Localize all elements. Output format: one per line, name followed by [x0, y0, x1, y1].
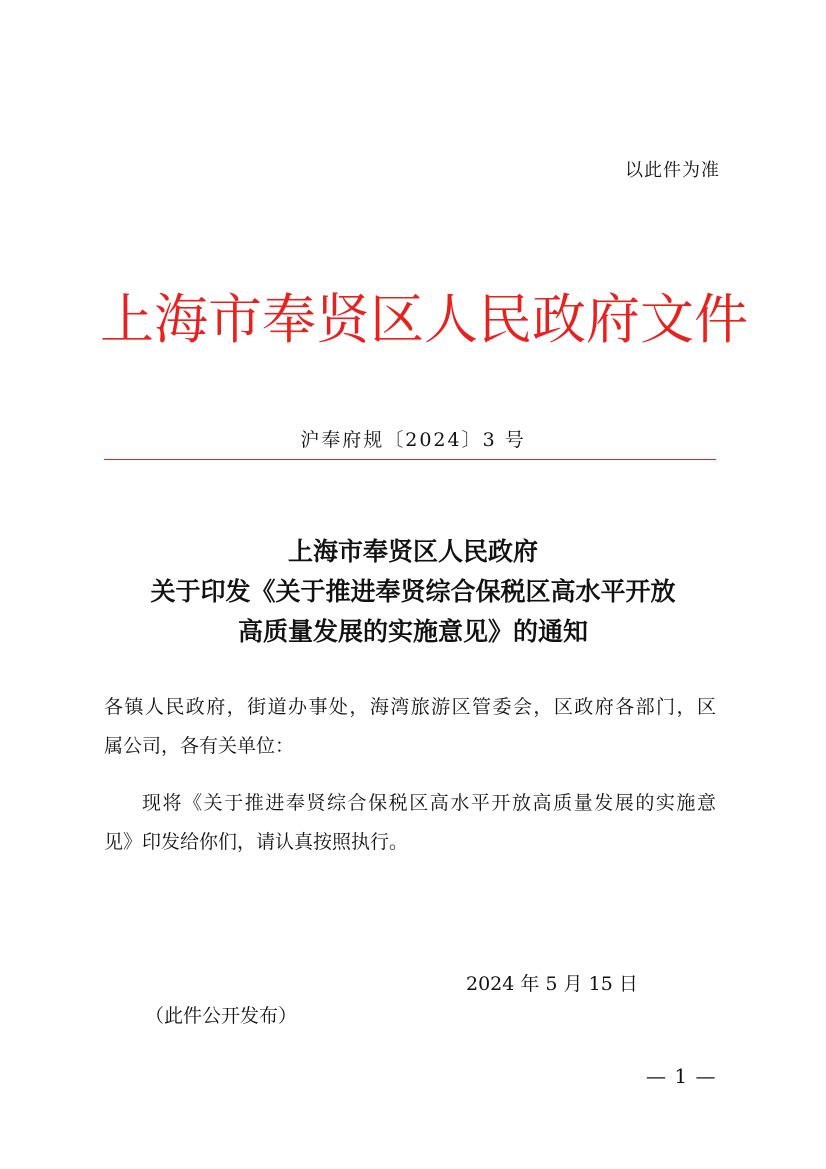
issue-date: 2024 年 5 月 15 日 [466, 973, 638, 995]
document-masthead: 上海市奉贤区人民政府文件 [100, 288, 748, 351]
document-number: 沪奉府规〔2024〕3 号 [300, 429, 526, 451]
addressee-line-1: 各镇人民政府，街道办事处，海湾旅游区管委会，区政府各部门，区 [104, 696, 716, 718]
title-line-2: 关于印发《关于推进奉贤综合保税区高水平开放 [150, 577, 676, 606]
document-title [0, 532, 826, 652]
publication-note: （此件公开发布） [145, 1005, 298, 1027]
body-paragraph [104, 784, 716, 862]
addressee-block [104, 688, 716, 766]
body-line-1: 现将《关于推进奉贤综合保税区高水平开放高质量发展的实施意 [142, 792, 716, 814]
body-line-2: 见》印发给你们，请认真按照执行。 [104, 831, 409, 853]
title-line-3: 高质量发展的实施意见》的通知 [237, 617, 588, 646]
title-line-1: 上海市奉贤区人民政府 [287, 537, 538, 566]
red-separator-line [104, 459, 716, 460]
authoritative-copy-note: 以此件为准 [625, 160, 720, 181]
addressee-line-2: 属公司，各有关单位： [104, 735, 295, 757]
page-number: — 1 — [646, 1064, 717, 1088]
